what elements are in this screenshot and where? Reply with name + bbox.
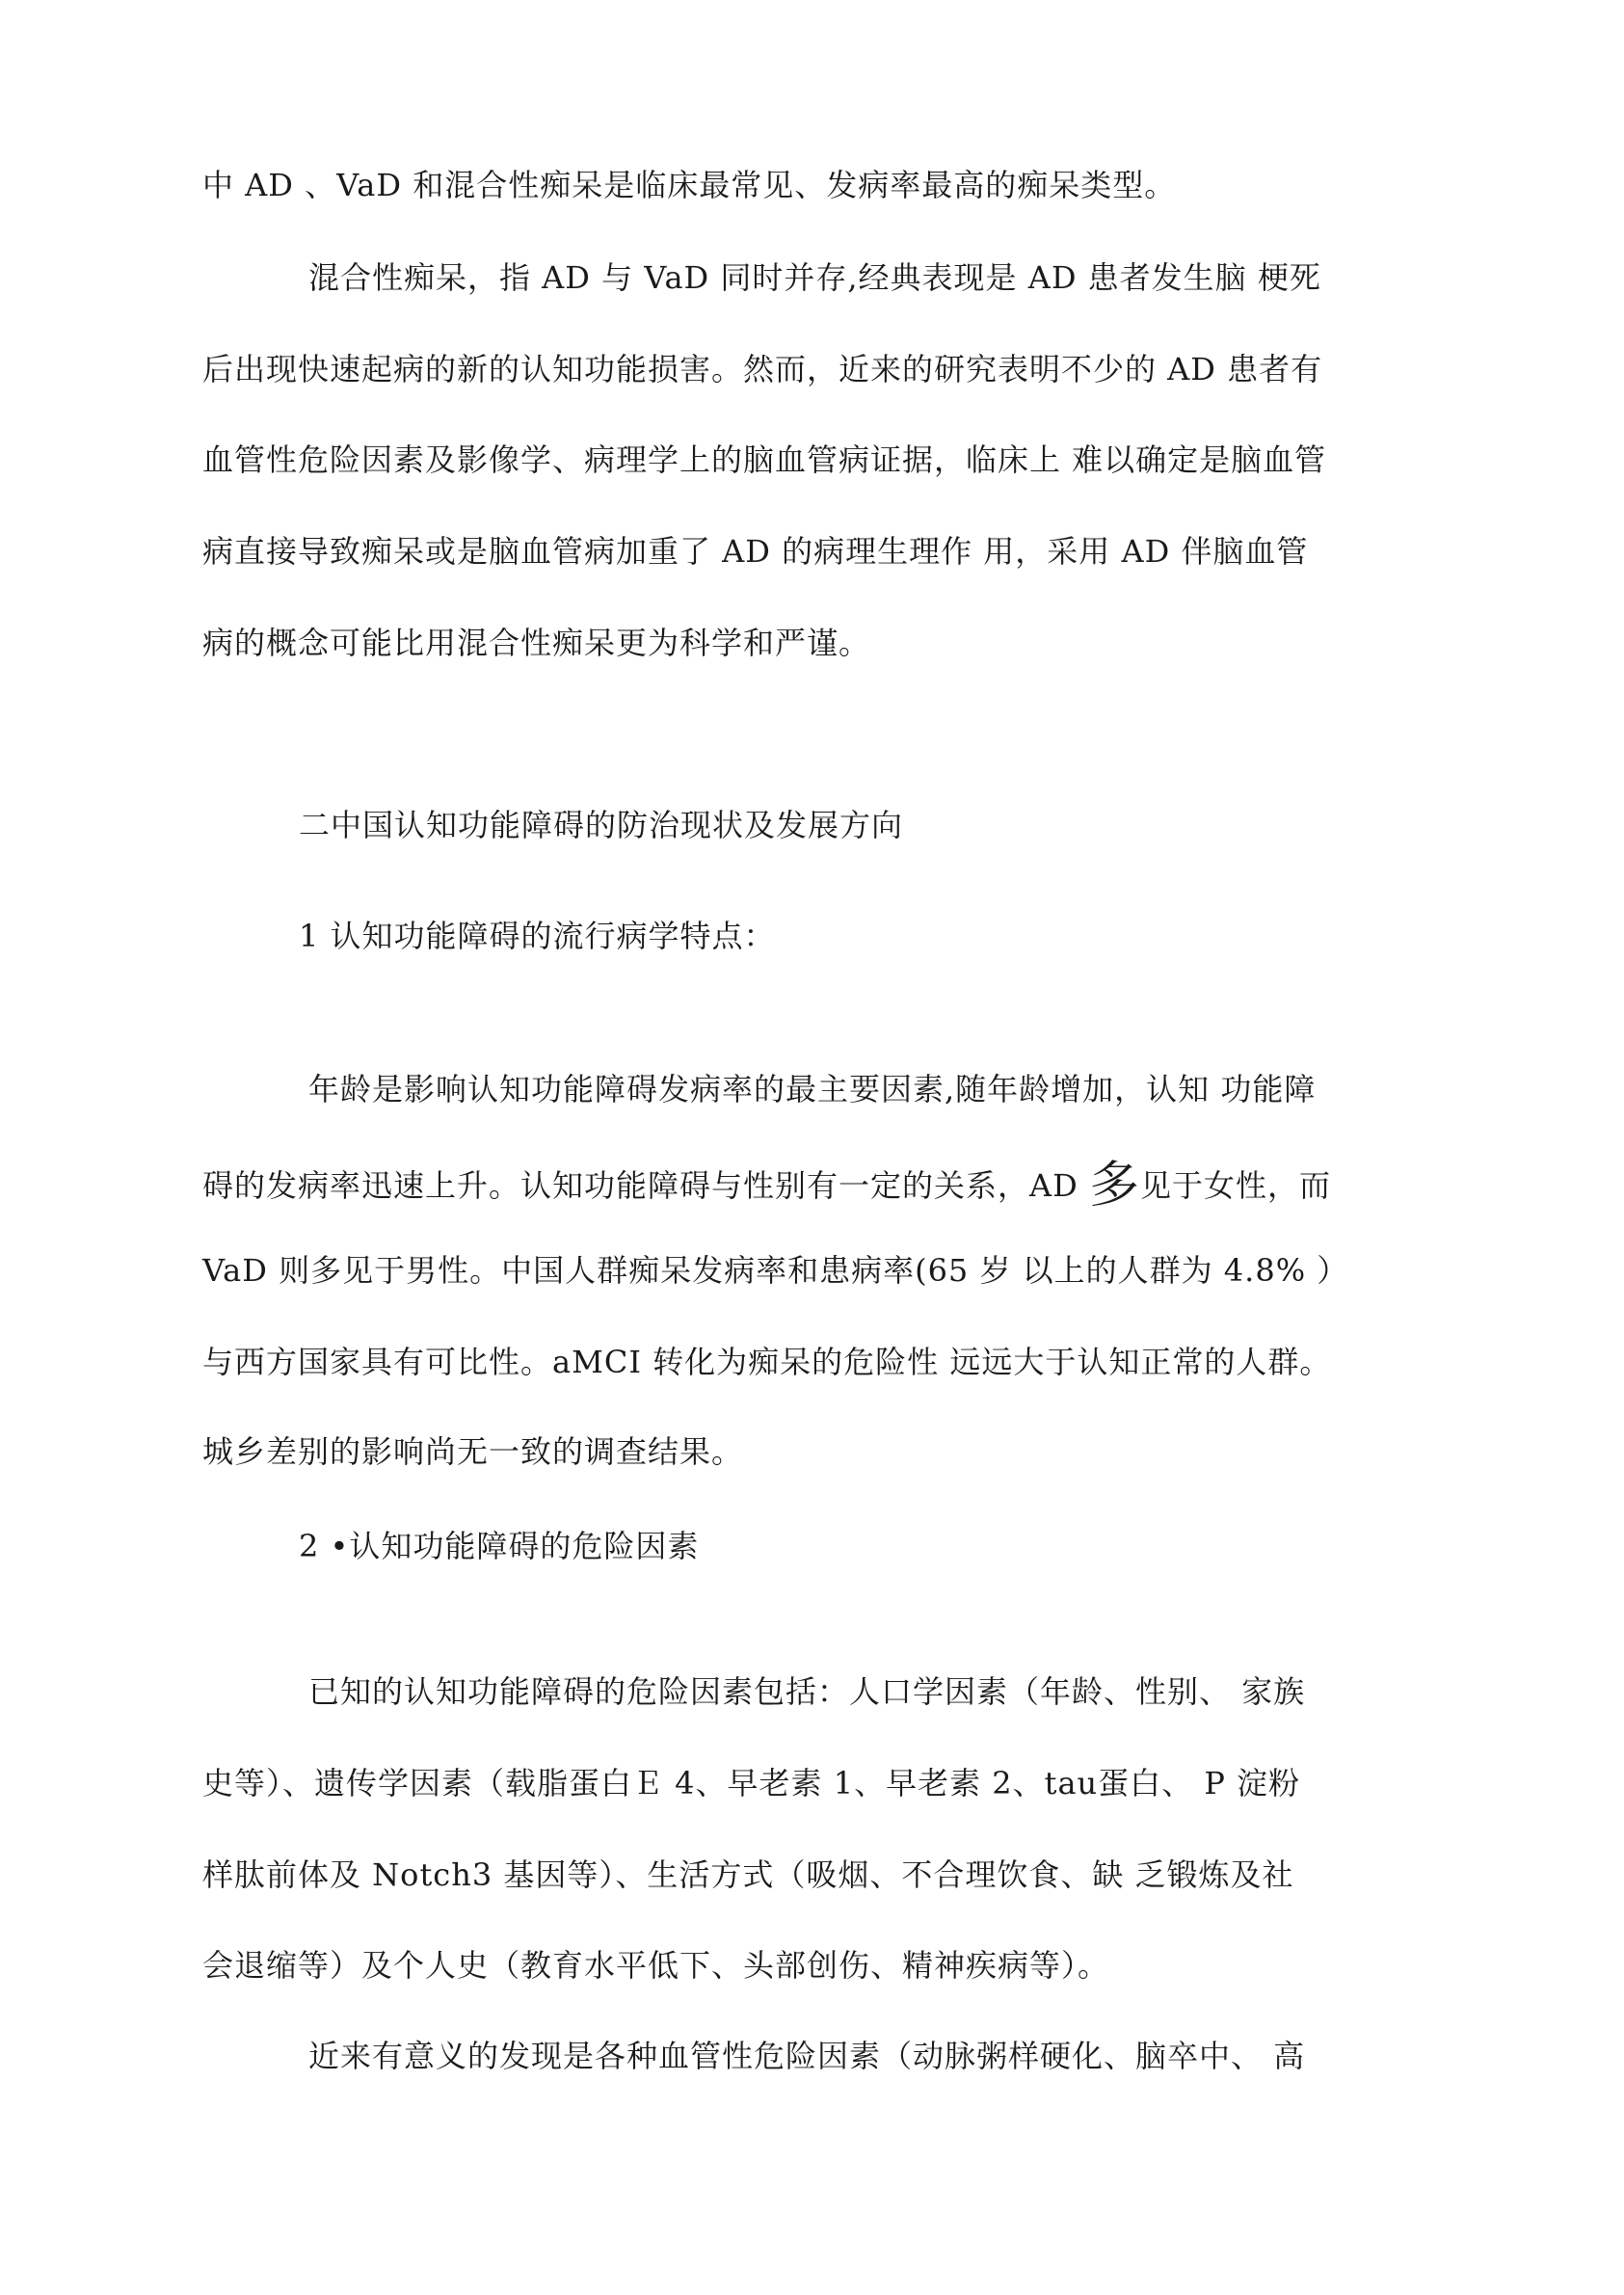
paragraph-first-line: 已知的认知功能障碍的危险因素包括：人口学因素（年龄、性别、 家族 <box>308 1673 1306 1710</box>
text-line: 会退缩等）及个人史（教育水平低下、头部创伤、精神疾病等）。 <box>202 1947 1110 1984</box>
subsection-heading: 1 认知功能障碍的流行病学特点： <box>299 918 776 954</box>
enlarged-character: 多 <box>1088 1157 1140 1214</box>
text-line: 史等）、遗传学因素（载脂蛋白Ｅ 4、早老素 1、早老素 2、tau蛋白、 P 淀粉 <box>202 1765 1301 1801</box>
text-line: 后出现快速起病的新的认知功能损害。然而，近来的研究表明不少的 AD 患者有 <box>202 351 1323 387</box>
text-line: 血管性危险因素及影像学、病理学上的脑血管病证据，临床上 难以确定是脑血管 <box>202 441 1327 478</box>
text-line: 城乡差别的影响尚无一致的调查结果。 <box>202 1433 744 1470</box>
paragraph-first-line: 近来有意义的发现是各种血管性危险因素（动脉粥样硬化、脑卒中、 高 <box>308 2038 1306 2074</box>
text-line: 与西方国家具有可比性。aMCI 转化为痴呆的危险性 远远大于认知正常的人群。 <box>202 1344 1332 1380</box>
subsection-heading: 2 •认知功能障碍的危险因素 <box>299 1528 700 1564</box>
text-run: 碍的发病率迅速上升。认知功能障碍与性别有一定的关系，AD <box>202 1167 1089 1204</box>
paragraph-first-line: 混合性痴呆，指 AD 与 VaD 同时并存,经典表现是 AD 患者发生脑 梗死 <box>308 259 1321 296</box>
text-line <box>202 1157 1331 1214</box>
text-line: 中 AD 、VaD 和混合性痴呆是临床最常见、发病率最高的痴呆类型。 <box>202 167 1177 203</box>
text-line: 样肽前体及 Notch3 基因等）、生活方式（吸烟、不合理饮食、缺 乏锻炼及社 <box>202 1856 1294 1893</box>
section-heading: 二中国认知功能障碍的防治现状及发展方向 <box>299 807 904 843</box>
text-line: VaD 则多见于男性。中国人群痴呆发病率和患病率(65 岁 以上的人群为 4.8% ） <box>202 1252 1349 1289</box>
paragraph-first-line: 年龄是影响认知功能障碍发病率的最主要因素,随年龄增加，认知 功能障 <box>308 1071 1317 1107</box>
text-line: 病的概念可能比用混合性痴呆更为科学和严谨。 <box>202 625 871 661</box>
text-run: 见于女性，而 <box>1139 1167 1331 1204</box>
text-line: 病直接导致痴呆或是脑血管病加重了 AD 的病理生理作 用，采用 AD 伴脑血管 <box>202 533 1309 570</box>
